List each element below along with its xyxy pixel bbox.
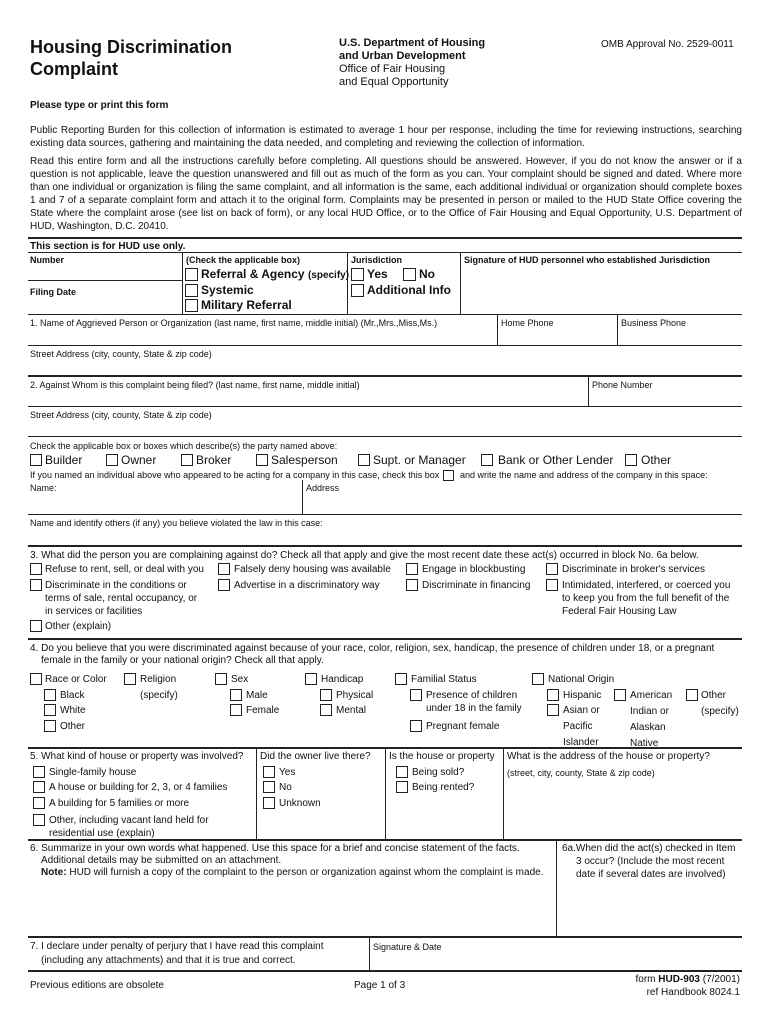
american-indian-checkbox[interactable] bbox=[614, 689, 626, 701]
systemic-checkbox[interactable] bbox=[185, 284, 198, 297]
building5-label: A building for 5 families or more bbox=[49, 798, 190, 809]
form-date: (7/2001) bbox=[699, 974, 740, 985]
q5-other-checkbox[interactable] bbox=[33, 814, 45, 826]
blockbusting-checkbox[interactable] bbox=[406, 563, 418, 575]
refuse-checkbox[interactable] bbox=[30, 563, 42, 575]
form-id bbox=[636, 973, 741, 986]
asian-label bbox=[563, 704, 600, 749]
hispanic-checkbox[interactable] bbox=[547, 689, 559, 701]
military-checkbox[interactable] bbox=[185, 299, 198, 312]
party-supt-label: Supt. or Manager bbox=[373, 453, 466, 467]
being-rented-label: Being rented? bbox=[412, 782, 475, 793]
omb-approval: OMB Approval No. 2529-0011 bbox=[601, 39, 734, 50]
handbook-ref: ref Handbook 8024.1 bbox=[646, 987, 740, 998]
property-question: Is the house or property bbox=[389, 751, 495, 762]
white-checkbox[interactable] bbox=[44, 704, 56, 716]
intimidated-line1: Intimidated, interfered, or coerced you bbox=[562, 580, 731, 591]
building5-checkbox[interactable] bbox=[33, 797, 45, 809]
additional-info-label: Additional Info bbox=[367, 283, 451, 297]
house-234-checkbox[interactable] bbox=[33, 781, 45, 793]
referral-specify: (specify) bbox=[307, 270, 350, 281]
q6a-question bbox=[562, 842, 735, 881]
american-line4: Native bbox=[630, 738, 659, 749]
familial-checkbox[interactable] bbox=[395, 673, 407, 685]
q6-note-label: Note: bbox=[41, 867, 67, 878]
burden-statement: Public Reporting Burden for this collection of information is estimated to average 1 hour per response, including the time for reviewing instructions, searching existing data sources, gathering and maintaining the data needed, and completing and reviewing the collection of information. bbox=[30, 125, 742, 149]
falsely-deny-checkbox[interactable] bbox=[218, 563, 230, 575]
form-title-line1: Housing Discrimination bbox=[30, 37, 233, 57]
asian-checkbox[interactable] bbox=[547, 704, 559, 716]
q6a-line1: 6a.When did the act(s) checked in Item bbox=[562, 843, 736, 854]
presence-line1: Presence of children bbox=[426, 690, 518, 701]
systemic-label: Systemic bbox=[201, 283, 254, 297]
religion-specify: (specify) bbox=[140, 690, 178, 701]
intimidated-checkbox[interactable] bbox=[546, 579, 558, 591]
american-indian-label bbox=[630, 689, 672, 750]
agency-name: U.S. Department of Housing bbox=[339, 37, 486, 49]
instructions: Read this entire form and all the instructions carefully before completing. All questions should be answered. However, if you do not know the answer or if a question is not applicable, leave the question unanswered and fill out as much of the form as you can. Your complaint should be signed and dated. Where more than one individual or organization is filing the same complaint, and all information is the same, each additional individual or organization should complete boxes 1 and 7 of a separate complaint form and attach it to the original form. Complaints may be presented in person or mailed to the HUD State Office covering the State where the complaint arose (see list on back of form), or any local HUD Office, or to the Office of Fair Housing and Equal Opportunity, U.S. Department of HUD, Washington, D.C. 20410. bbox=[30, 156, 742, 232]
financing-checkbox[interactable] bbox=[406, 579, 418, 591]
q6a-line2: 3 occur? (Include the most recent bbox=[576, 856, 725, 867]
national-other-line2: (specify) bbox=[701, 706, 739, 717]
q5-other-line1: Other, including vacant land held for bbox=[49, 815, 209, 826]
pregnant-checkbox[interactable] bbox=[410, 720, 422, 732]
q1-home-phone-label: Home Phone bbox=[501, 318, 554, 328]
owner-no-label: No bbox=[279, 782, 292, 793]
advertise-checkbox[interactable] bbox=[218, 579, 230, 591]
party-salesperson-checkbox[interactable] bbox=[256, 454, 268, 466]
q2-check-party-label: Check the applicable box or boxes which describe(s) the party named above: bbox=[30, 441, 338, 451]
religion-checkbox[interactable] bbox=[124, 673, 136, 685]
q3-question: 3. What did the person you are complaining against do? Check all that apply and give the most recent date these act(s) occurred in block No. 6a below. bbox=[30, 550, 699, 561]
refuse-label: Refuse to rent, sell, or deal with you bbox=[45, 564, 204, 575]
hud-signature-label: Signature of HUD personnel who established Jurisdiction bbox=[464, 255, 711, 265]
q6-note bbox=[41, 866, 543, 879]
hud-use-title: This section is for HUD use only. bbox=[30, 241, 186, 252]
address-hint: (street, city, county, State & zip code) bbox=[507, 768, 655, 778]
hud-number-label: Number bbox=[30, 255, 65, 265]
conditions-line1: Discriminate in the conditions or bbox=[45, 580, 187, 591]
party-builder-label: Builder bbox=[45, 453, 83, 467]
q4-question-b: female in the family or your national origin? Check all that apply. bbox=[41, 655, 324, 666]
signature-date-label: Signature & Date bbox=[373, 942, 442, 952]
q5-other-label bbox=[49, 814, 209, 840]
pregnant-label: Pregnant female bbox=[426, 721, 500, 732]
owner-question: Did the owner live there? bbox=[260, 751, 371, 762]
american-line1: American bbox=[630, 690, 673, 701]
being-sold-checkbox[interactable] bbox=[396, 766, 408, 778]
others-label: Name and identify others (if any) you believe violated the law in this case: bbox=[30, 518, 323, 528]
owner-unknown-checkbox[interactable] bbox=[263, 797, 275, 809]
conditions-label bbox=[45, 579, 197, 618]
american-line2: Indian or bbox=[630, 706, 669, 717]
q3-other-label: Other (explain) bbox=[45, 621, 112, 632]
black-label: Black bbox=[60, 690, 85, 701]
national-other-checkbox[interactable] bbox=[686, 689, 698, 701]
blockbusting-label: Engage in blockbusting bbox=[422, 564, 526, 575]
party-other-checkbox[interactable] bbox=[625, 454, 637, 466]
print-note: Please type or print this form bbox=[30, 100, 169, 111]
form-number bbox=[636, 973, 741, 999]
company-checkbox[interactable] bbox=[443, 470, 454, 481]
black-checkbox[interactable] bbox=[44, 689, 56, 701]
q6a-line3: date if several dates are involved) bbox=[576, 869, 726, 880]
agency-office: Office of Fair Housing bbox=[339, 63, 446, 75]
q6-summary-b: Additional details may be submitted on an attachment. bbox=[41, 855, 282, 866]
race-label: Race or Color bbox=[45, 674, 107, 685]
company-address-label: Address bbox=[306, 483, 340, 493]
owner-yes-label: Yes bbox=[279, 767, 296, 778]
q2-against-label: 2. Against Whom is this complaint being filed? (last name, first name, middle initial) bbox=[30, 380, 360, 390]
broker-services-checkbox[interactable] bbox=[546, 563, 558, 575]
agency-block bbox=[339, 37, 485, 89]
white-label: White bbox=[60, 705, 86, 716]
jurisdiction-no-checkbox[interactable] bbox=[403, 268, 416, 281]
national-other-line1: Other bbox=[701, 690, 727, 701]
religion-label: Religion bbox=[140, 674, 177, 685]
q1-business-phone-label: Business Phone bbox=[621, 318, 687, 328]
house-234-label: A house or building for 2, 3, or 4 families bbox=[49, 782, 228, 793]
presence-checkbox[interactable] bbox=[410, 689, 422, 701]
race-checkbox[interactable] bbox=[30, 673, 42, 685]
referral-checkbox[interactable] bbox=[185, 268, 198, 281]
owner-yes-checkbox[interactable] bbox=[263, 766, 275, 778]
page-number: Page 1 of 3 bbox=[354, 980, 406, 991]
party-owner-label: Owner bbox=[121, 453, 157, 467]
form-title-line2: Complaint bbox=[30, 59, 118, 79]
american-line3: Alaskan bbox=[630, 722, 666, 733]
male-label: Male bbox=[246, 690, 268, 701]
q7-declare-a: 7. I declare under penalty of perjury that I have read this complaint bbox=[30, 941, 324, 952]
broker-services-label: Discriminate in broker's services bbox=[562, 564, 706, 575]
referral-main: Referral & Agency bbox=[201, 267, 308, 281]
presence-label bbox=[426, 689, 522, 715]
company-note-a: If you named an individual above who appeared to be acting for a company in this case, check this box bbox=[30, 470, 440, 480]
physical-label: Physical bbox=[336, 690, 374, 701]
physical-checkbox[interactable] bbox=[320, 689, 332, 701]
additional-info-checkbox[interactable] bbox=[351, 284, 364, 297]
q2-street-label: Street Address (city, county, State & zip code) bbox=[30, 410, 212, 420]
jurisdiction-label: Jurisdiction bbox=[351, 255, 403, 265]
asian-line1: Asian or bbox=[563, 705, 600, 716]
referral-label bbox=[201, 267, 349, 282]
military-label: Military Referral bbox=[201, 298, 292, 312]
sex-label: Sex bbox=[231, 674, 249, 685]
mental-checkbox[interactable] bbox=[320, 704, 332, 716]
party-salesperson-label: Salesperson bbox=[271, 453, 338, 467]
falsely-deny-label: Falsely deny housing was available bbox=[234, 564, 391, 575]
company-note-b: and write the name and address of the company in this space: bbox=[460, 470, 708, 480]
presence-line2: under 18 in the family bbox=[426, 703, 522, 714]
q2-phone-label: Phone Number bbox=[592, 380, 653, 390]
agency-office-2: and Equal Opportunity bbox=[339, 76, 449, 88]
party-owner-checkbox[interactable] bbox=[106, 454, 118, 466]
owner-no-checkbox[interactable] bbox=[263, 781, 275, 793]
party-broker-checkbox[interactable] bbox=[181, 454, 193, 466]
being-sold-label: Being sold? bbox=[412, 767, 465, 778]
agency-name-2: and Urban Development bbox=[339, 50, 466, 62]
national-other-label bbox=[701, 689, 739, 718]
conditions-line2: terms of sale, rental occupancy, or bbox=[45, 593, 198, 604]
party-other-label: Other bbox=[641, 453, 672, 467]
national-origin-label: National Origin bbox=[548, 674, 615, 685]
handicap-label: Handicap bbox=[321, 674, 364, 685]
financing-label: Discriminate in financing bbox=[422, 580, 531, 591]
filing-date-label: Filing Date bbox=[30, 287, 77, 297]
male-checkbox[interactable] bbox=[230, 689, 242, 701]
obsolete-note: Previous editions are obsolete bbox=[30, 980, 164, 991]
national-origin-checkbox[interactable] bbox=[532, 673, 544, 685]
single-family-checkbox[interactable] bbox=[33, 766, 45, 778]
handicap-checkbox[interactable] bbox=[305, 673, 317, 685]
intimidated-line2: to keep you from the full benefit of the bbox=[562, 593, 730, 604]
party-builder-checkbox[interactable] bbox=[30, 454, 42, 466]
advertise-label: Advertise in a discriminatory way bbox=[234, 580, 380, 591]
q1-street-label: Street Address (city, county, State & zip code) bbox=[30, 349, 212, 359]
check-applicable-label: (Check the applicable box) bbox=[186, 255, 301, 265]
party-bank-label: Bank or Other Lender bbox=[498, 453, 614, 467]
form-title bbox=[30, 36, 232, 80]
q5-question: 5. What kind of house or property was involved? bbox=[30, 751, 244, 762]
asian-line2: Pacific bbox=[563, 721, 593, 732]
sex-checkbox[interactable] bbox=[215, 673, 227, 685]
q6-note-text: HUD will furnish a copy of the complaint to the person or organization against whom the complaint is made. bbox=[66, 867, 544, 878]
conditions-line3: in services or facilities bbox=[45, 606, 143, 617]
jurisdiction-no-label: No bbox=[419, 267, 435, 281]
q3-other-checkbox[interactable] bbox=[30, 620, 42, 632]
single-family-label: Single-family house bbox=[49, 767, 137, 778]
q4-question-a: 4. Do you believe that you were discriminated against because of your race, color, religion, sex, handicap, the presence of children under 18, or a pregnant bbox=[30, 643, 715, 654]
race-other-label: Other bbox=[60, 721, 86, 732]
q6-summary-a: 6. Summarize in your own words what happened. Use this space for a brief and concise statement of the facts. bbox=[30, 843, 520, 854]
intimidated-label bbox=[562, 579, 730, 618]
form-prefix: form bbox=[635, 974, 659, 985]
q7-declare-b: (including any attachments) and that it is true and correct. bbox=[41, 955, 296, 966]
jurisdiction-yes-checkbox[interactable] bbox=[351, 268, 364, 281]
intimidated-line3: Federal Fair Housing Law bbox=[562, 606, 677, 617]
party-broker-label: Broker bbox=[196, 453, 232, 467]
form-code: HUD-903 bbox=[658, 974, 700, 985]
party-bank-checkbox[interactable] bbox=[481, 454, 493, 466]
conditions-checkbox[interactable] bbox=[30, 579, 42, 591]
female-label: Female bbox=[246, 705, 280, 716]
company-name-label: Name: bbox=[30, 483, 57, 493]
party-supt-checkbox[interactable] bbox=[358, 454, 370, 466]
address-question: What is the address of the house or property? bbox=[507, 751, 710, 762]
hispanic-label: Hispanic bbox=[563, 690, 602, 701]
race-other-checkbox[interactable] bbox=[44, 720, 56, 732]
female-checkbox[interactable] bbox=[230, 704, 242, 716]
being-rented-checkbox[interactable] bbox=[396, 781, 408, 793]
q1-name-label: 1. Name of Aggrieved Person or Organization (last name, first name, middle initial) (Mr.,Mrs.,Miss,Ms.) bbox=[30, 318, 438, 328]
asian-line3: Islander bbox=[563, 737, 599, 748]
mental-label: Mental bbox=[336, 705, 367, 716]
q5-other-line2: residential use (explain) bbox=[49, 828, 155, 839]
familial-label: Familial Status bbox=[411, 674, 477, 685]
owner-unknown-label: Unknown bbox=[279, 798, 321, 809]
jurisdiction-yes-label: Yes bbox=[367, 267, 388, 281]
